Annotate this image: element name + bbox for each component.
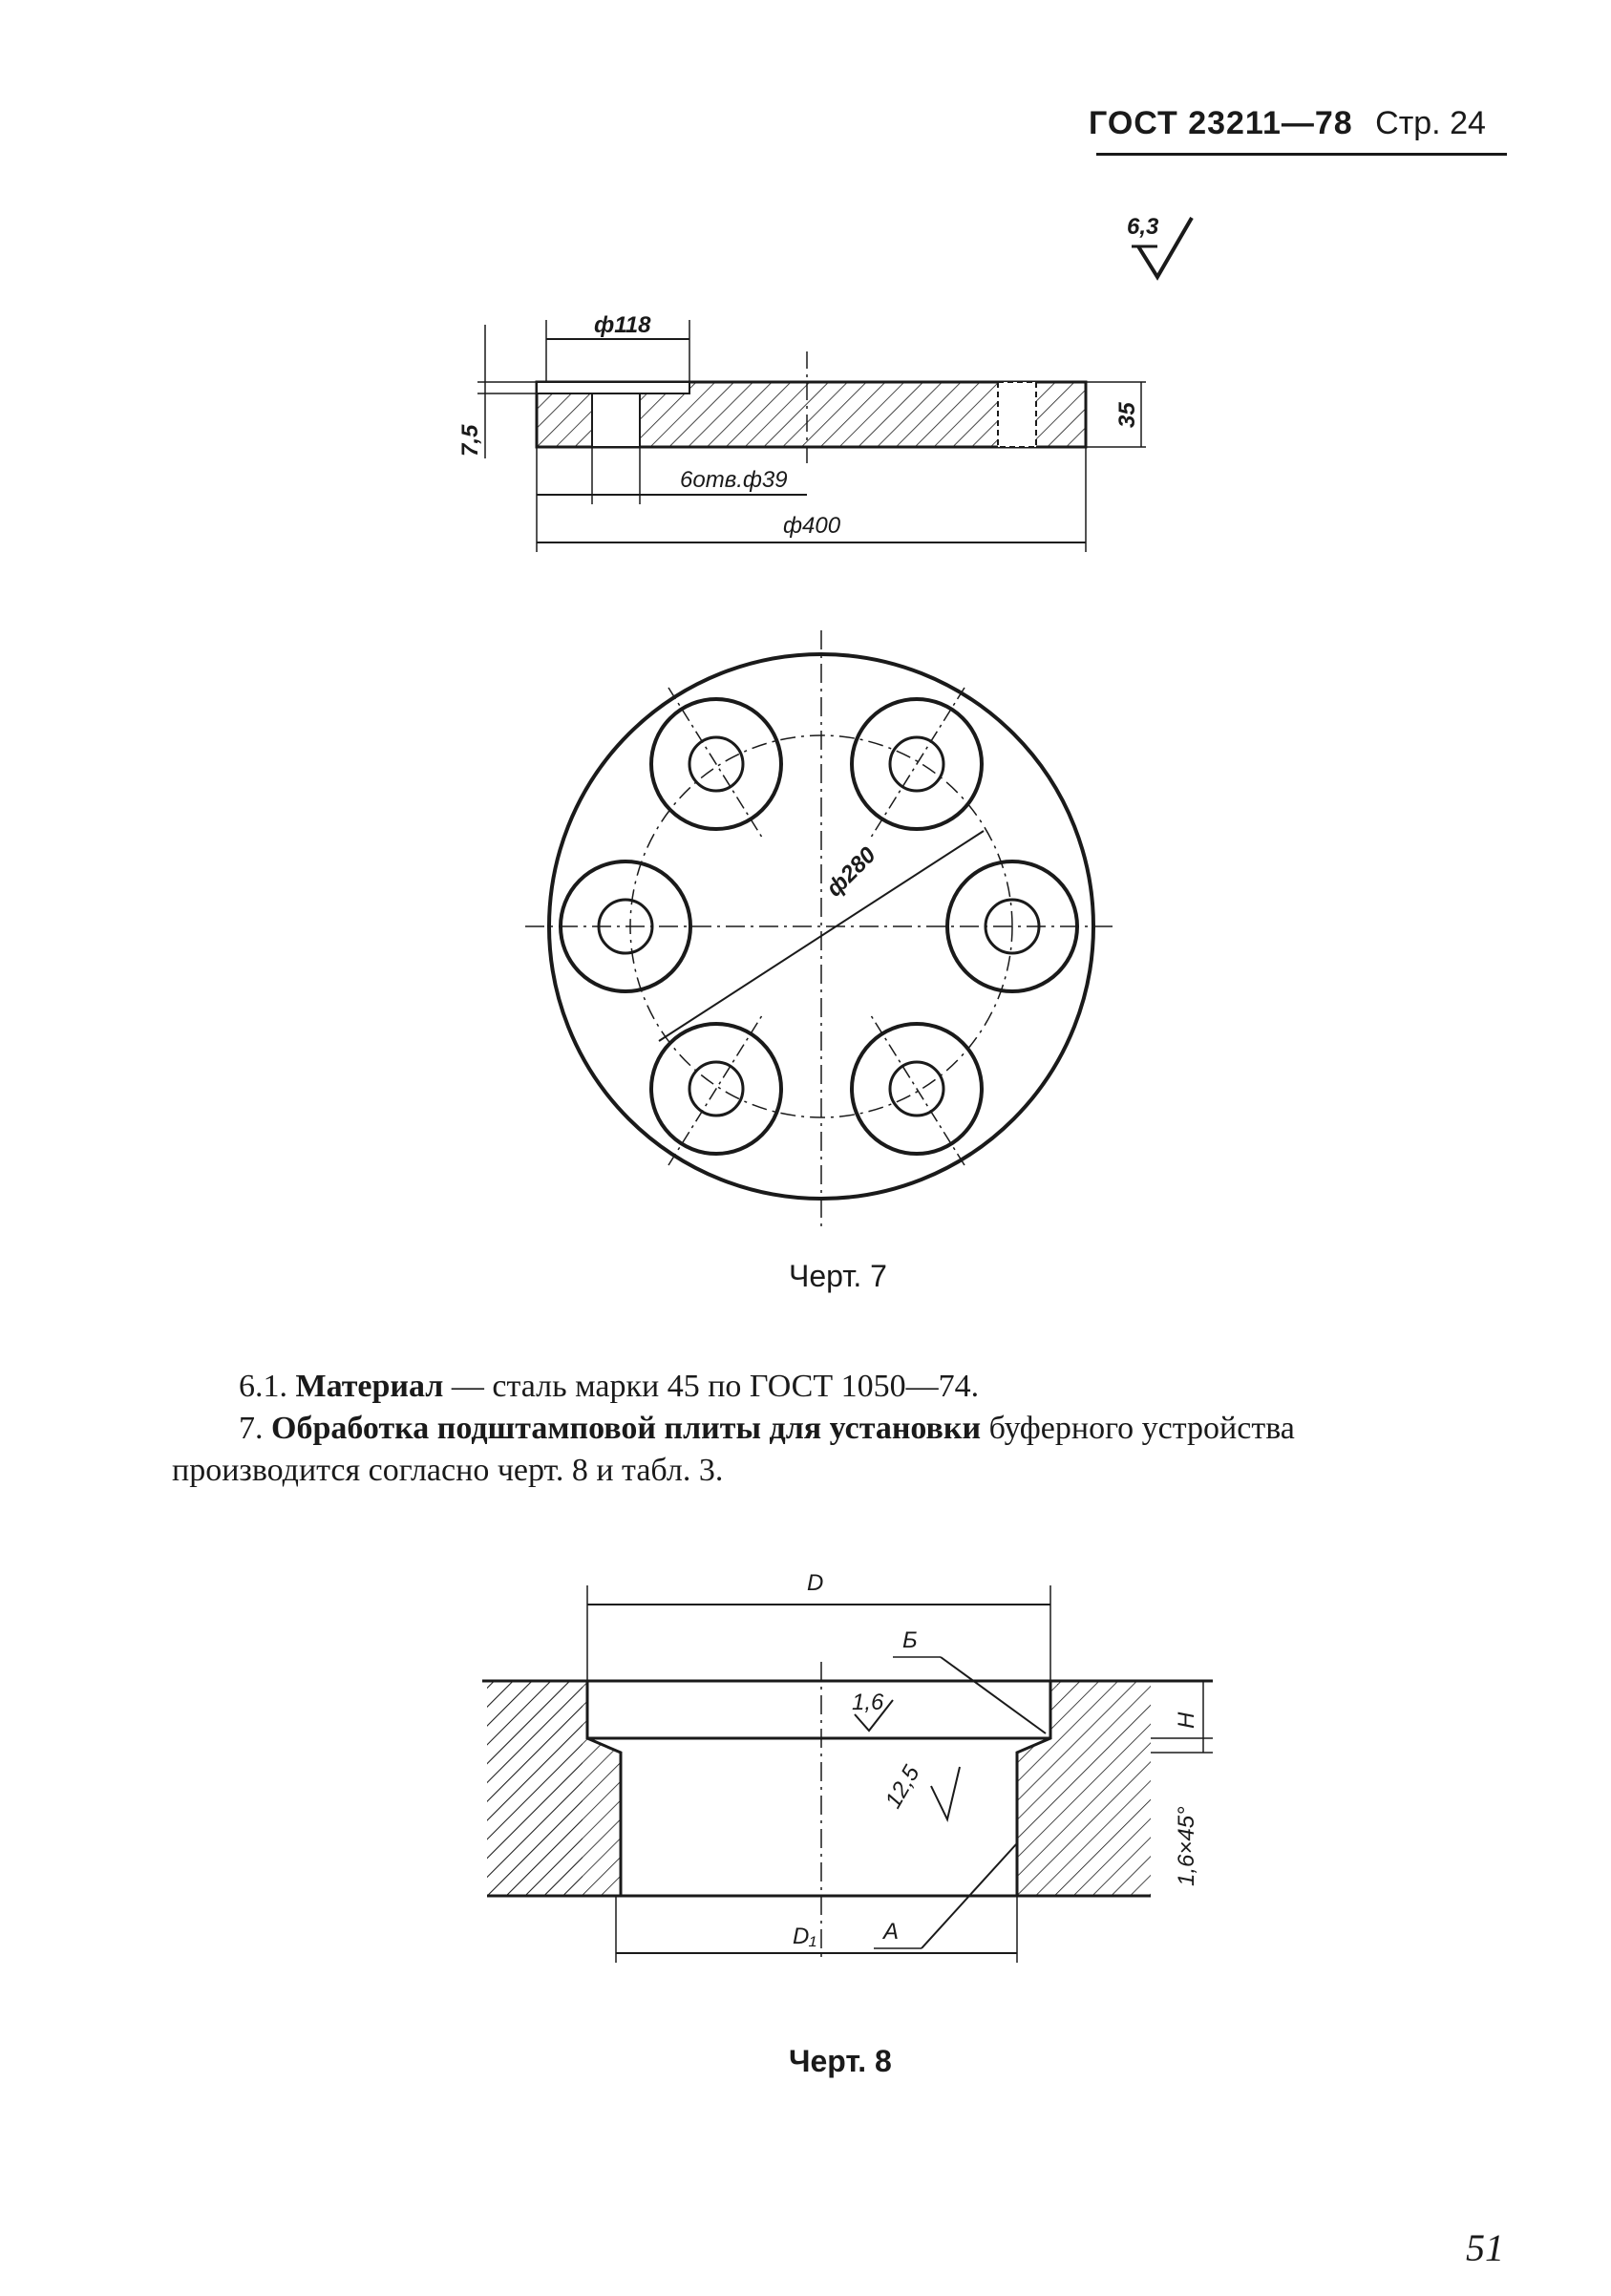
drawing8-section (482, 1570, 1213, 1963)
dim-D: D (807, 1570, 824, 1596)
roughness-1: 1,6 (852, 1690, 884, 1715)
dim-thickness: 35 (1114, 402, 1140, 428)
dim-height-small: 7,5 (457, 424, 483, 457)
dim-outer: ф400 (783, 513, 841, 539)
roughness-general-value: 6,3 (1127, 214, 1159, 240)
dim-counterbore: ф118 (594, 312, 651, 338)
item-6-1-text: — сталь марки 45 по ГОСТ 1050—74. (443, 1369, 980, 1404)
page-number: 51 (1466, 2226, 1504, 2269)
label-A: A (883, 1919, 900, 1945)
standard-number: ГОСТ 23211—78 (1089, 105, 1353, 141)
item-6-1-heading: Материал (295, 1369, 444, 1404)
dim-holes: 6отв.ф39 (680, 467, 788, 493)
dim-chamfer: 1,6×45° (1174, 1806, 1199, 1886)
paragraph-7 (239, 1408, 1509, 1450)
paragraph-6-1 (239, 1366, 1509, 1408)
item-7-text: буферного устройства (981, 1411, 1295, 1446)
caption-drawing8: Черт. 8 (789, 2044, 892, 2078)
drawing7-plan-view (525, 630, 1117, 1232)
item-7-heading: Обработка подштамповой плиты для установки (271, 1411, 982, 1446)
label-B: Б (902, 1627, 918, 1653)
item-7-number: 7. (239, 1411, 264, 1446)
item-6-1-number: 6.1. (239, 1369, 287, 1404)
caption-drawing7: Черт. 7 (789, 1259, 887, 1293)
dim-bolt-circle: ф280 (821, 841, 881, 903)
roughness-mark-general (1127, 214, 1192, 277)
dim-D1: D₁ (793, 1924, 816, 1949)
paragraph-7-line2: производится согласно черт. 8 и табл. 3. (172, 1453, 724, 1488)
roughness-2: 12,5 (880, 1761, 925, 1813)
page-label: Стр. 24 (1375, 105, 1486, 141)
dim-H: H (1174, 1711, 1199, 1729)
drawing7-section-view (457, 312, 1146, 552)
